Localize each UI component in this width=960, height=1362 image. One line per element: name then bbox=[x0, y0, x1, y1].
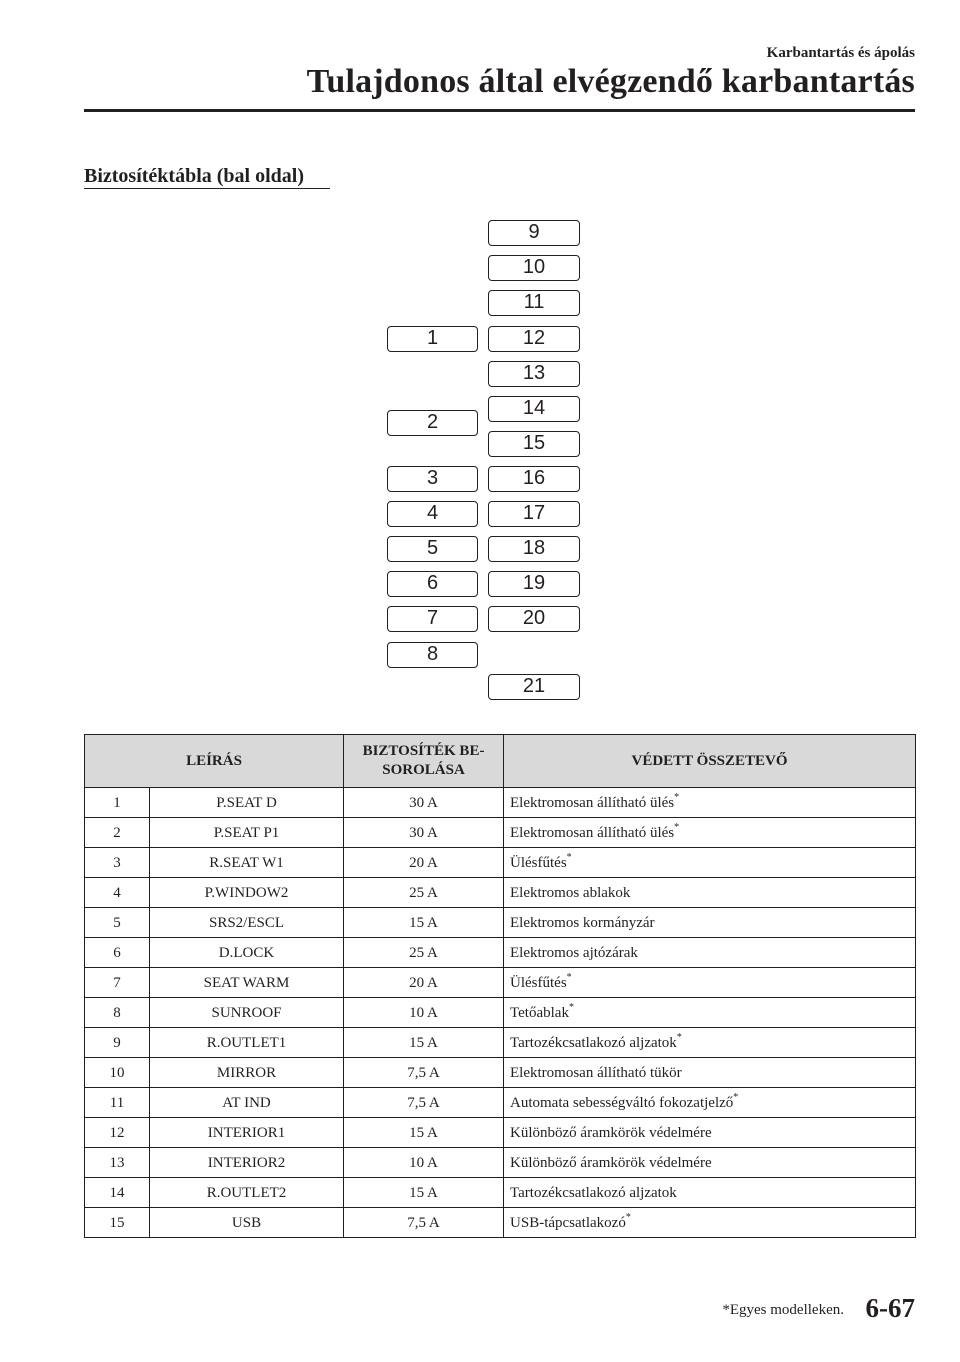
page-number: 6-67 bbox=[865, 1293, 915, 1323]
fuse-name-text: P.WINDOW2 bbox=[204, 884, 289, 901]
fuse-number-text: 7 bbox=[113, 974, 121, 991]
protected-component bbox=[504, 788, 916, 818]
table-row bbox=[85, 938, 916, 968]
fuse-number bbox=[85, 1178, 150, 1208]
fuse-rating-text: 20 A bbox=[409, 974, 438, 991]
table-row bbox=[85, 908, 916, 938]
fuse-slot-16: 16 bbox=[488, 466, 580, 492]
fuse-rating-text: 25 A bbox=[409, 944, 438, 961]
table-row bbox=[85, 1118, 916, 1148]
fuse-name bbox=[150, 908, 344, 938]
protected-component-text: Tetőablak bbox=[510, 1004, 569, 1021]
fuse-slot-8: 8 bbox=[387, 642, 478, 668]
protected-component bbox=[504, 1088, 916, 1118]
protected-component-text: Tartozékcsatlakozó aljzatok bbox=[510, 1034, 677, 1051]
fuse-name-text: SEAT WARM bbox=[203, 974, 290, 991]
fuse-slot-1: 1 bbox=[387, 326, 478, 352]
protected-component-text: Ülésfűtés bbox=[510, 974, 567, 991]
protected-component bbox=[504, 818, 916, 848]
fuse-rating-text: 10 A bbox=[409, 1154, 438, 1171]
section-name: Karbantartás és ápolás bbox=[766, 45, 915, 61]
fuse-name bbox=[150, 1208, 344, 1238]
protected-component bbox=[504, 908, 916, 938]
footnote: *Egyes modelleken. bbox=[722, 1302, 844, 1318]
fuse-number bbox=[85, 998, 150, 1028]
fuse-number bbox=[85, 908, 150, 938]
fuse-name bbox=[150, 1178, 344, 1208]
fuse-number-text: 1 bbox=[113, 794, 121, 811]
protected-component bbox=[504, 998, 916, 1028]
fuse-slot-2: 2 bbox=[387, 410, 478, 436]
fuse-rating bbox=[344, 788, 504, 818]
protected-component-text: Ülésfűtés bbox=[510, 854, 567, 871]
fuse-name bbox=[150, 878, 344, 908]
fuse-rating-text: 7,5 A bbox=[407, 1094, 440, 1111]
fuse-number-text: 5 bbox=[113, 914, 121, 931]
fuse-slot-14: 14 bbox=[488, 396, 580, 422]
header-rating-line1: BIZTOSÍTÉK BE- bbox=[362, 743, 485, 759]
fuse-name bbox=[150, 1028, 344, 1058]
fuse-slot-18: 18 bbox=[488, 536, 580, 562]
fuse-number bbox=[85, 968, 150, 998]
fuse-rating bbox=[344, 1178, 504, 1208]
fuse-slot-11: 11 bbox=[488, 290, 580, 316]
fuse-rating bbox=[344, 938, 504, 968]
header-description: LEÍRÁS bbox=[85, 735, 344, 788]
fuse-rating-text: 30 A bbox=[409, 794, 438, 811]
fuse-number bbox=[85, 1058, 150, 1088]
protected-component bbox=[504, 1208, 916, 1238]
fuse-name-text: SRS2/ESCL bbox=[208, 914, 285, 931]
header-rating bbox=[344, 735, 504, 788]
footnote-mark: * bbox=[568, 1001, 574, 1013]
fuse-number-text: 3 bbox=[113, 854, 121, 871]
fuse-number bbox=[85, 1118, 150, 1148]
protected-component-text: Elektromos ajtózárak bbox=[510, 944, 638, 961]
fuse-number-text: 9 bbox=[113, 1034, 121, 1051]
header-rating-line2: SOROLÁSA bbox=[382, 762, 465, 778]
fuse-name bbox=[150, 848, 344, 878]
fuse-rating-text: 30 A bbox=[409, 824, 438, 841]
protected-component-text: Elektromos ablakok bbox=[510, 884, 631, 901]
table-row bbox=[85, 878, 916, 908]
table-row bbox=[85, 788, 916, 818]
fuse-slot-4: 4 bbox=[387, 501, 478, 527]
fuse-name-text: P.SEAT P1 bbox=[213, 824, 280, 841]
protected-component-text: Különböző áramkörök védelmére bbox=[510, 1154, 712, 1171]
fuse-rating bbox=[344, 1088, 504, 1118]
fuse-number bbox=[85, 788, 150, 818]
fuse-name bbox=[150, 818, 344, 848]
protected-component bbox=[504, 968, 916, 998]
protected-component-text: Automata sebességváltó fokozatjelző bbox=[510, 1094, 734, 1111]
fuse-slot-21: 21 bbox=[488, 674, 580, 700]
fuse-slot-5: 5 bbox=[387, 536, 478, 562]
fuse-number-text: 11 bbox=[109, 1094, 125, 1111]
table-row bbox=[85, 1178, 916, 1208]
fuse-slot-13: 13 bbox=[488, 361, 580, 387]
fuse-number bbox=[85, 1148, 150, 1178]
fuse-number-text: 4 bbox=[113, 884, 121, 901]
table-row bbox=[85, 1028, 916, 1058]
subheading: Biztosítéktábla (bal oldal) bbox=[84, 165, 305, 187]
protected-component bbox=[504, 938, 916, 968]
fuse-number-text: 2 bbox=[113, 824, 121, 841]
footnote-mark: * bbox=[674, 821, 680, 833]
fuse-number-text: 6 bbox=[113, 944, 121, 961]
footnote-mark: * bbox=[566, 971, 572, 983]
footnote-mark: * bbox=[625, 1211, 631, 1223]
fuse-rating-text: 7,5 A bbox=[407, 1064, 440, 1081]
fuse-rating-text: 15 A bbox=[409, 914, 438, 931]
fuse-slot-7: 7 bbox=[387, 606, 478, 632]
footnote-mark: * bbox=[676, 1031, 682, 1043]
fuse-number bbox=[85, 878, 150, 908]
fuse-name-text: MIRROR bbox=[216, 1064, 277, 1081]
fuse-name bbox=[150, 1058, 344, 1088]
fuse-number bbox=[85, 848, 150, 878]
table-row bbox=[85, 1208, 916, 1238]
fuse-name-text: INTERIOR2 bbox=[207, 1154, 286, 1171]
protected-component-text: Elektromosan állítható tükör bbox=[510, 1064, 682, 1081]
fuse-name bbox=[150, 788, 344, 818]
protected-component-text: Elektromosan állítható ülés bbox=[510, 794, 675, 811]
fuse-number-text: 13 bbox=[109, 1154, 125, 1171]
table-row bbox=[85, 1148, 916, 1178]
footnote-mark: * bbox=[566, 851, 572, 863]
table-row bbox=[85, 968, 916, 998]
protected-component bbox=[504, 1178, 916, 1208]
fuse-name-text: USB bbox=[231, 1214, 262, 1231]
fuse-rating bbox=[344, 848, 504, 878]
fuse-slot-12: 12 bbox=[488, 326, 580, 352]
fuse-rating bbox=[344, 1208, 504, 1238]
fuse-slot-3: 3 bbox=[387, 466, 478, 492]
fuse-name bbox=[150, 938, 344, 968]
fuse-rating bbox=[344, 1058, 504, 1088]
fuse-number bbox=[85, 1028, 150, 1058]
table-row bbox=[85, 848, 916, 878]
table-row bbox=[85, 998, 916, 1028]
protected-component bbox=[504, 1118, 916, 1148]
table-row bbox=[85, 1088, 916, 1118]
table-header-row bbox=[85, 735, 916, 788]
footnote-mark: * bbox=[674, 791, 680, 803]
fuse-slot-6: 6 bbox=[387, 571, 478, 597]
header-component: VÉDETT ÖSSZETEVŐ bbox=[504, 735, 916, 788]
fuse-number-text: 14 bbox=[109, 1184, 125, 1201]
fuse-slot-19: 19 bbox=[488, 571, 580, 597]
fuse-slot-17: 17 bbox=[488, 501, 580, 527]
fuse-number bbox=[85, 1088, 150, 1118]
fuse-rating bbox=[344, 878, 504, 908]
fuse-name bbox=[150, 1118, 344, 1148]
fuse-name bbox=[150, 998, 344, 1028]
fuse-name-text: SUNROOF bbox=[211, 1004, 282, 1021]
fuse-rating-text: 25 A bbox=[409, 884, 438, 901]
page-title: Tulajdonos által elvégzendő karbantartás bbox=[306, 63, 915, 100]
fuse-number-text: 15 bbox=[109, 1214, 125, 1231]
protected-component bbox=[504, 878, 916, 908]
fuse-name bbox=[150, 1088, 344, 1118]
footnote-mark: * bbox=[733, 1091, 739, 1103]
fuse-rating bbox=[344, 998, 504, 1028]
fuse-name-text: INTERIOR1 bbox=[207, 1124, 286, 1141]
fuse-slot-20: 20 bbox=[488, 606, 580, 632]
protected-component bbox=[504, 1028, 916, 1058]
protected-component bbox=[504, 1148, 916, 1178]
fuse-rating bbox=[344, 1028, 504, 1058]
fuse-rating-text: 15 A bbox=[409, 1184, 438, 1201]
protected-component-text: Elektromos kormányzár bbox=[510, 914, 655, 931]
fuse-slot-10: 10 bbox=[488, 255, 580, 281]
protected-component-text: Tartozékcsatlakozó aljzatok bbox=[510, 1184, 677, 1201]
protected-component bbox=[504, 848, 916, 878]
fuse-rating bbox=[344, 1118, 504, 1148]
fuse-name-text: R.OUTLET2 bbox=[206, 1184, 287, 1201]
protected-component-text: USB-tápcsatlakozó bbox=[510, 1214, 626, 1231]
fuse-rating-text: 10 A bbox=[409, 1004, 438, 1021]
fuse-rating bbox=[344, 968, 504, 998]
fuse-name-text: R.SEAT W1 bbox=[209, 854, 284, 871]
table-row bbox=[85, 818, 916, 848]
fuse-rating-text: 7,5 A bbox=[407, 1214, 440, 1231]
table-body bbox=[85, 788, 916, 1238]
fuse-name-text: AT IND bbox=[222, 1094, 271, 1111]
fuse-number bbox=[85, 1208, 150, 1238]
fuse-name bbox=[150, 968, 344, 998]
fuse-slot-15: 15 bbox=[488, 431, 580, 457]
protected-component-text: Elektromosan állítható ülés bbox=[510, 824, 675, 841]
fuse-number bbox=[85, 938, 150, 968]
fuse-number-text: 8 bbox=[113, 1004, 121, 1021]
fuse-number-text: 12 bbox=[109, 1124, 125, 1141]
fuse-slot-9: 9 bbox=[488, 220, 580, 246]
fuse-name-text: R.OUTLET1 bbox=[206, 1034, 287, 1051]
fuse-rating-text: 15 A bbox=[409, 1124, 438, 1141]
fuse-rating-text: 15 A bbox=[409, 1034, 438, 1051]
fuse-rating-text: 20 A bbox=[409, 854, 438, 871]
fuse-rating bbox=[344, 818, 504, 848]
fuse-name bbox=[150, 1148, 344, 1178]
fuse-name-text: D.LOCK bbox=[218, 944, 275, 961]
fuse-number-text: 10 bbox=[109, 1064, 125, 1081]
fuse-table bbox=[84, 734, 916, 1238]
protected-component bbox=[504, 1058, 916, 1088]
protected-component-text: Különböző áramkörök védelmére bbox=[510, 1124, 712, 1141]
fuse-rating bbox=[344, 1148, 504, 1178]
fuse-name-text: P.SEAT D bbox=[216, 794, 277, 811]
table-row bbox=[85, 1058, 916, 1088]
fuse-number bbox=[85, 818, 150, 848]
fuse-rating bbox=[344, 908, 504, 938]
